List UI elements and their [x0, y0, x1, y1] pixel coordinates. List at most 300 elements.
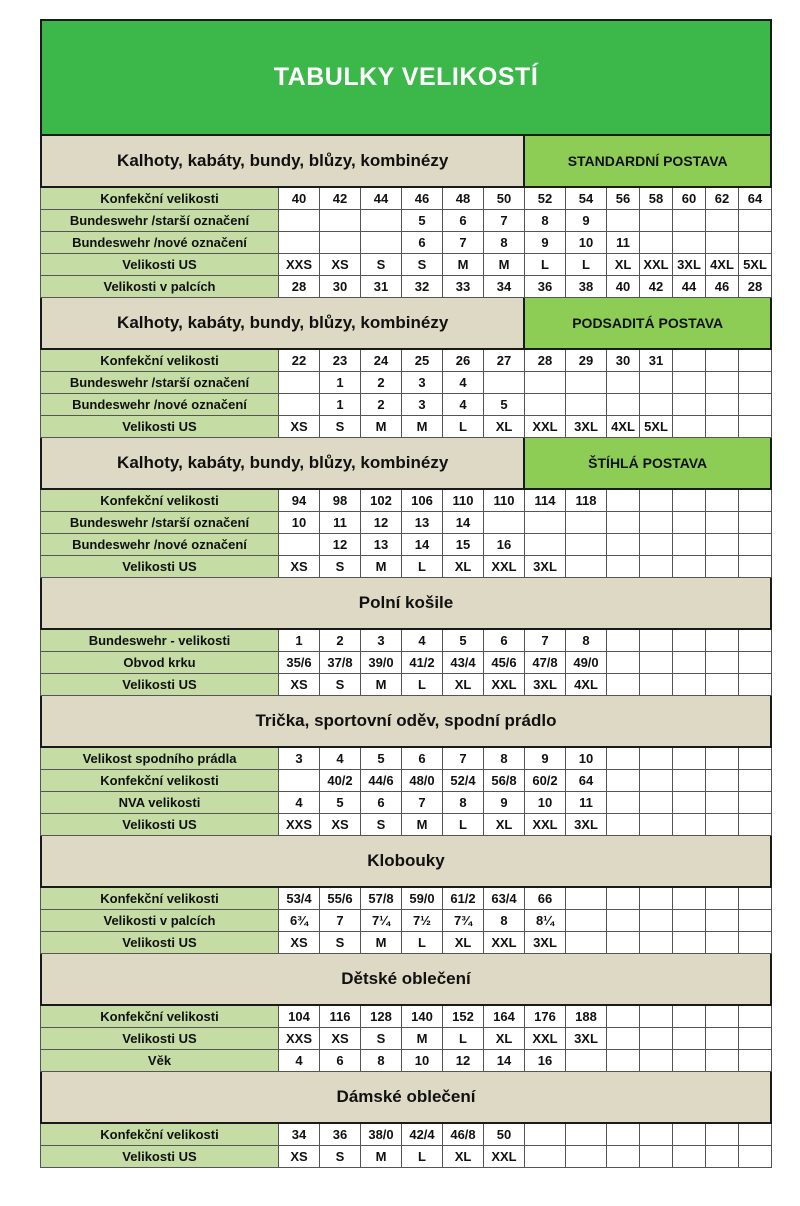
row-label: Velikosti v palcích — [41, 910, 279, 932]
row-label: Konfekční velikosti — [41, 490, 279, 512]
size-cell: 10 — [525, 792, 566, 814]
size-cell — [673, 814, 706, 836]
size-cell — [706, 888, 739, 910]
size-cell: 38 — [566, 276, 607, 298]
size-cell: 34 — [279, 1124, 320, 1146]
size-cell: 1 — [279, 630, 320, 652]
size-cell — [640, 232, 673, 254]
size-cell: 4 — [443, 394, 484, 416]
size-cell — [640, 1124, 673, 1146]
size-cell: 102 — [361, 490, 402, 512]
size-cell: 40 — [279, 188, 320, 210]
size-cell: 9 — [484, 792, 525, 814]
size-cell — [640, 792, 673, 814]
size-cell: 9 — [525, 232, 566, 254]
size-cell — [739, 770, 772, 792]
size-cell: 33 — [443, 276, 484, 298]
size-cell: 8 — [484, 910, 525, 932]
size-cell: XL — [484, 814, 525, 836]
size-cell — [640, 1006, 673, 1028]
size-cell: 5XL — [739, 254, 772, 276]
size-cell: 13 — [402, 512, 443, 534]
size-cell — [739, 1006, 772, 1028]
size-cell: 22 — [279, 350, 320, 372]
size-cell — [706, 232, 739, 254]
size-cell — [673, 534, 706, 556]
size-cell — [706, 512, 739, 534]
section-header — [40, 298, 772, 350]
size-cell — [566, 556, 607, 578]
size-cell — [706, 416, 739, 438]
size-cell: 58 — [640, 188, 673, 210]
size-cell: S — [320, 556, 361, 578]
row-label: Velikost spodního prádla — [41, 748, 279, 770]
row-label: Bundeswehr - velikosti — [41, 630, 279, 652]
section-header — [40, 696, 772, 748]
size-cell: 9 — [525, 748, 566, 770]
size-cell: S — [320, 674, 361, 696]
size-cell: 3XL — [566, 416, 607, 438]
size-cell: 28 — [279, 276, 320, 298]
size-cell — [484, 512, 525, 534]
size-cell: 30 — [607, 350, 640, 372]
size-cell — [673, 888, 706, 910]
size-cell: 44 — [361, 188, 402, 210]
size-cell — [640, 630, 673, 652]
size-cell: XS — [279, 416, 320, 438]
size-cell — [739, 792, 772, 814]
size-cell — [706, 1050, 739, 1072]
size-cell — [706, 770, 739, 792]
size-cell: L — [402, 932, 443, 954]
size-cell — [361, 232, 402, 254]
size-cell: 11 — [320, 512, 361, 534]
size-cell — [279, 210, 320, 232]
table-row — [41, 1124, 772, 1146]
size-cell: 60 — [673, 188, 706, 210]
size-cell — [673, 232, 706, 254]
row-label: Bundeswehr /starší označení — [41, 512, 279, 534]
size-cell: 27 — [484, 350, 525, 372]
size-cell: 61/2 — [443, 888, 484, 910]
size-cell — [706, 490, 739, 512]
size-cell: 14 — [484, 1050, 525, 1072]
section-header — [40, 954, 772, 1006]
size-cell: 45/6 — [484, 652, 525, 674]
size-cell: 10 — [279, 512, 320, 534]
size-cell: 64 — [566, 770, 607, 792]
size-cell — [640, 556, 673, 578]
size-cell — [706, 534, 739, 556]
size-cell: 4 — [279, 1050, 320, 1072]
size-cell — [739, 1028, 772, 1050]
section-rows — [40, 188, 772, 298]
size-cell: 6 — [361, 792, 402, 814]
size-cell — [525, 394, 566, 416]
size-cell: 12 — [361, 512, 402, 534]
size-cell: M — [402, 814, 443, 836]
size-cell: S — [361, 814, 402, 836]
size-cell — [640, 394, 673, 416]
table-row — [41, 372, 772, 394]
size-cell — [279, 770, 320, 792]
size-cell: 55/6 — [320, 888, 361, 910]
size-cell — [525, 534, 566, 556]
section-header — [40, 836, 772, 888]
size-cell: L — [566, 254, 607, 276]
size-cell — [673, 910, 706, 932]
row-label: Bundeswehr /nové označení — [41, 232, 279, 254]
size-cell: XS — [320, 254, 361, 276]
size-cell — [640, 1050, 673, 1072]
size-cell — [607, 534, 640, 556]
size-cell: 64 — [739, 188, 772, 210]
size-cell: 39/0 — [361, 652, 402, 674]
table-row — [41, 630, 772, 652]
size-cell: 2 — [320, 630, 361, 652]
size-cell: M — [361, 1146, 402, 1168]
table-row — [41, 910, 772, 932]
size-cell — [640, 534, 673, 556]
row-label: Bundeswehr /starší označení — [41, 210, 279, 232]
size-cell — [607, 748, 640, 770]
size-cell: 3XL — [566, 814, 607, 836]
size-cell: 48 — [443, 188, 484, 210]
size-cell: 31 — [361, 276, 402, 298]
size-cell — [640, 932, 673, 954]
section-category: Kalhoty, kabáty, bundy, blůzy, kombinézy — [42, 136, 523, 186]
size-cell: 3XL — [525, 932, 566, 954]
size-cell — [525, 512, 566, 534]
size-cell: 11 — [607, 232, 640, 254]
size-cell — [566, 512, 607, 534]
size-cell — [739, 512, 772, 534]
size-tables-sheet — [40, 19, 772, 1168]
table-row — [41, 512, 772, 534]
table-row — [41, 210, 772, 232]
table-row — [41, 534, 772, 556]
size-cell: 42/4 — [402, 1124, 443, 1146]
size-cell — [706, 1124, 739, 1146]
size-cell: XS — [279, 674, 320, 696]
size-cell — [673, 1050, 706, 1072]
size-cell: 26 — [443, 350, 484, 372]
size-cell — [706, 630, 739, 652]
size-cell: S — [320, 1146, 361, 1168]
size-cell: 50 — [484, 1124, 525, 1146]
size-cell: 104 — [279, 1006, 320, 1028]
size-cell — [739, 630, 772, 652]
size-cell: XL — [443, 1146, 484, 1168]
size-cell: 3XL — [525, 556, 566, 578]
size-cell: L — [402, 674, 443, 696]
size-cell: XL — [443, 932, 484, 954]
size-cell: 118 — [566, 490, 607, 512]
size-cell — [279, 232, 320, 254]
section-rows — [40, 888, 772, 954]
table-row — [41, 276, 772, 298]
size-cell: 10 — [402, 1050, 443, 1072]
size-cell — [739, 416, 772, 438]
size-cell: 12 — [320, 534, 361, 556]
size-cell: 3XL — [525, 674, 566, 696]
size-cell — [607, 394, 640, 416]
size-cell — [566, 394, 607, 416]
size-cell: 110 — [443, 490, 484, 512]
size-cell — [566, 1146, 607, 1168]
size-cell: 44/6 — [361, 770, 402, 792]
size-cell — [739, 372, 772, 394]
size-cell — [739, 350, 772, 372]
size-cell — [673, 932, 706, 954]
size-cell: 37/8 — [320, 652, 361, 674]
table-row — [41, 254, 772, 276]
size-cell — [706, 652, 739, 674]
size-cell: S — [320, 416, 361, 438]
size-cell — [673, 416, 706, 438]
size-cell — [607, 792, 640, 814]
size-cell — [706, 792, 739, 814]
size-cell — [706, 674, 739, 696]
table-row — [41, 556, 772, 578]
size-cell — [739, 1146, 772, 1168]
size-cell — [673, 350, 706, 372]
size-cell — [673, 1146, 706, 1168]
size-cell: 6 — [320, 1050, 361, 1072]
section-category: Dámské oblečení — [42, 1072, 770, 1122]
size-cell — [673, 748, 706, 770]
size-cell — [525, 1146, 566, 1168]
size-cell: L — [443, 814, 484, 836]
table-row — [41, 888, 772, 910]
table-row — [41, 416, 772, 438]
section-category: Kalhoty, kabáty, bundy, blůzy, kombinézy — [42, 298, 523, 348]
size-cell — [640, 652, 673, 674]
size-cell: 40/2 — [320, 770, 361, 792]
section-header — [40, 136, 772, 188]
size-cell: M — [402, 1028, 443, 1050]
table-row — [41, 1050, 772, 1072]
size-cell: 46 — [706, 276, 739, 298]
size-cell: 56 — [607, 188, 640, 210]
size-cell: 29 — [566, 350, 607, 372]
size-cell: 34 — [484, 276, 525, 298]
size-cell — [607, 1146, 640, 1168]
table-row — [41, 394, 772, 416]
size-cell: 16 — [484, 534, 525, 556]
section-category: Dětské oblečení — [42, 954, 770, 1004]
size-cell — [607, 932, 640, 954]
size-cell — [673, 210, 706, 232]
size-cell — [673, 1006, 706, 1028]
size-cell: 42 — [320, 188, 361, 210]
size-cell: 4XL — [607, 416, 640, 438]
size-cell: XXL — [484, 674, 525, 696]
size-cell: 4XL — [706, 254, 739, 276]
size-cell: 116 — [320, 1006, 361, 1028]
size-cell: 7¾ — [443, 910, 484, 932]
size-cell: 110 — [484, 490, 525, 512]
size-cell: 2 — [361, 372, 402, 394]
size-cell: XS — [279, 556, 320, 578]
section-header — [40, 578, 772, 630]
row-label: Bundeswehr /nové označení — [41, 534, 279, 556]
size-cell: XL — [443, 674, 484, 696]
size-cell — [706, 910, 739, 932]
size-cell: 8 — [566, 630, 607, 652]
size-cell: 24 — [361, 350, 402, 372]
section-rows — [40, 630, 772, 696]
size-cell: 4 — [443, 372, 484, 394]
size-cell — [566, 1124, 607, 1146]
size-cell — [739, 1124, 772, 1146]
size-cell — [566, 1050, 607, 1072]
size-cell — [320, 232, 361, 254]
size-cell: 11 — [566, 792, 607, 814]
size-cell: 32 — [402, 276, 443, 298]
size-cell: M — [484, 254, 525, 276]
size-cell — [640, 372, 673, 394]
size-cell: 49/0 — [566, 652, 607, 674]
size-cell — [640, 1028, 673, 1050]
size-cell: 42 — [640, 276, 673, 298]
size-cell — [566, 534, 607, 556]
section-rows — [40, 748, 772, 836]
size-cell — [607, 210, 640, 232]
section-rows — [40, 1124, 772, 1168]
size-cell: 46/8 — [443, 1124, 484, 1146]
size-cell: 4 — [402, 630, 443, 652]
size-cell — [607, 630, 640, 652]
size-cell: M — [402, 416, 443, 438]
size-cell: L — [443, 1028, 484, 1050]
table-row — [41, 188, 772, 210]
size-cell: 10 — [566, 232, 607, 254]
row-label: Konfekční velikosti — [41, 888, 279, 910]
size-cell: 94 — [279, 490, 320, 512]
size-cell: 48/0 — [402, 770, 443, 792]
row-label: Bundeswehr /starší označení — [41, 372, 279, 394]
table-row — [41, 792, 772, 814]
section-figure-type: PODSADITÁ POSTAVA — [523, 298, 770, 348]
size-cell: 10 — [566, 748, 607, 770]
size-cell: L — [525, 254, 566, 276]
size-cell — [706, 394, 739, 416]
size-cell: 23 — [320, 350, 361, 372]
size-cell — [607, 770, 640, 792]
size-cell: XL — [607, 254, 640, 276]
size-cell — [739, 210, 772, 232]
size-cell: S — [361, 1028, 402, 1050]
size-cell — [279, 394, 320, 416]
size-cell — [640, 674, 673, 696]
size-cell — [706, 1028, 739, 1050]
size-cell: 3 — [402, 394, 443, 416]
size-cell: 30 — [320, 276, 361, 298]
size-cell: 31 — [640, 350, 673, 372]
table-row — [41, 748, 772, 770]
size-cell: XL — [484, 1028, 525, 1050]
size-cell — [566, 888, 607, 910]
size-cell: 41/2 — [402, 652, 443, 674]
size-cell: 3XL — [673, 254, 706, 276]
size-cell — [484, 372, 525, 394]
size-cell: 106 — [402, 490, 443, 512]
size-cell: XL — [484, 416, 525, 438]
size-cell — [673, 490, 706, 512]
section-rows — [40, 490, 772, 578]
size-cell: 5 — [361, 748, 402, 770]
size-cell: XS — [320, 1028, 361, 1050]
size-cell — [607, 652, 640, 674]
size-cell: 128 — [361, 1006, 402, 1028]
size-cell: XXL — [525, 416, 566, 438]
size-cell: XXL — [525, 814, 566, 836]
size-cell — [673, 512, 706, 534]
size-cell: 62 — [706, 188, 739, 210]
row-label: Konfekční velikosti — [41, 188, 279, 210]
size-cell: XXL — [525, 1028, 566, 1050]
size-cell — [607, 1124, 640, 1146]
size-cell — [607, 556, 640, 578]
size-cell: 25 — [402, 350, 443, 372]
size-cell — [525, 1124, 566, 1146]
size-cell: S — [361, 254, 402, 276]
table-row — [41, 1006, 772, 1028]
size-cell: 4 — [320, 748, 361, 770]
size-cell: XS — [279, 1146, 320, 1168]
size-cell: 8 — [484, 232, 525, 254]
row-label: Bundeswehr /nové označení — [41, 394, 279, 416]
size-cell: 6 — [402, 748, 443, 770]
size-cell: 6 — [443, 210, 484, 232]
size-cell: 9 — [566, 210, 607, 232]
size-cell: 13 — [361, 534, 402, 556]
row-label: Velikosti US — [41, 1146, 279, 1168]
size-cell: 164 — [484, 1006, 525, 1028]
row-label: Velikosti US — [41, 932, 279, 954]
size-cell — [607, 674, 640, 696]
table-row — [41, 652, 772, 674]
size-cell — [739, 652, 772, 674]
row-label: Konfekční velikosti — [41, 1124, 279, 1146]
size-cell — [640, 1146, 673, 1168]
size-cell — [607, 1006, 640, 1028]
size-cell — [279, 534, 320, 556]
size-cell: 1 — [320, 394, 361, 416]
size-cell: XXS — [279, 254, 320, 276]
size-cell: XL — [443, 556, 484, 578]
size-cell — [739, 394, 772, 416]
size-cell — [607, 1050, 640, 1072]
table-row — [41, 674, 772, 696]
size-cell — [279, 372, 320, 394]
size-cell: 140 — [402, 1006, 443, 1028]
size-cell — [566, 932, 607, 954]
row-label: Velikosti US — [41, 814, 279, 836]
size-cell: 5 — [402, 210, 443, 232]
size-cell: 36 — [320, 1124, 361, 1146]
size-cell — [607, 1028, 640, 1050]
size-cell — [739, 534, 772, 556]
size-cell — [706, 1146, 739, 1168]
size-cell — [673, 652, 706, 674]
table-row — [41, 1146, 772, 1168]
size-cell: 53/4 — [279, 888, 320, 910]
size-cell: L — [402, 556, 443, 578]
table-row — [41, 232, 772, 254]
row-label: Věk — [41, 1050, 279, 1072]
